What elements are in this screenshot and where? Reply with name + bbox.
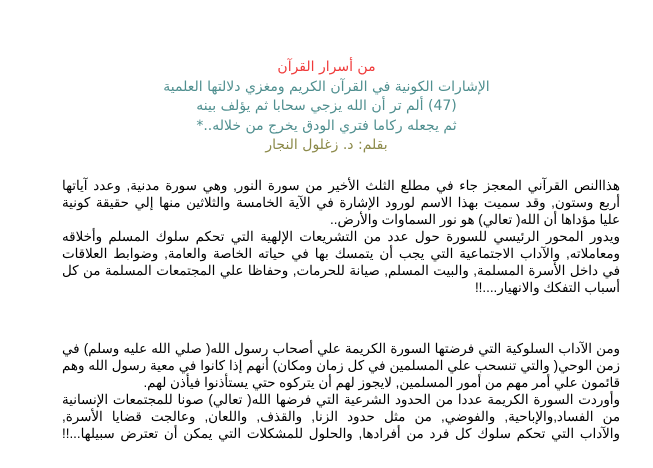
paragraph-2 xyxy=(62,340,620,442)
text-line: أسباب التفكك والانهيار....!! xyxy=(474,280,620,295)
text-line: هذاالنص القرآني المعجز جاء في مطلع الثلث الأخير من سورة النور, وهي سورة مدنية, وعدد آياتها xyxy=(62,178,620,193)
text-line: قائمون علي أمر مهم من أمور المسلمين, لايجوز لهم أن يتركوه حتي يستأذنوا فيأذن لهم. xyxy=(143,375,620,390)
article-header xyxy=(0,58,653,156)
paragraph-1 xyxy=(62,177,620,296)
text-line: عليا مؤداها أن الله( تعالي) هو نور السماوات والأرض.. xyxy=(330,212,620,227)
article-title: الإشارات الكونية في القرآن الكريم ومغزي دلالتها العلمية xyxy=(163,78,490,95)
text-line: ومن الآداب السلوكية التي فرضتها السورة الكريمة علي أصحاب رسول الله( صلي الله عليه وسلم) في xyxy=(62,341,620,356)
author-byline: بقلم: د. زغلول النجار xyxy=(265,137,388,153)
text-line: زمن الوحي( والتي تنسحب علي المسلمين في كل زمان ومكان) أنهم إذا كانوا في معية رسول الله وهم xyxy=(62,358,620,373)
text-line: وأوردت السورة الكريمة عددا من الحدود الشرعية التي فرضها الله( تعالي) صونا للمجتمعات الإنسانية xyxy=(62,392,620,407)
verse-line-2: ثم يجعله ركاما فتري الودق يخرج من خلاله..* xyxy=(196,117,457,134)
text-line: والآداب التي تحكم سلوك كل فرد من أفرادها, والحلول للمشكلات التي يمكن أن تعترض سبيلها...!! xyxy=(62,426,620,441)
text-line: ويدور المحور الرئيسي للسورة حول عدد من التشريعات الإلهية التي تحكم سلوك المسلم وأخلاقه xyxy=(62,229,620,244)
text-line: أربع وستون, وقد سميت بهذا الاسم لورود الإشارة في الآية الخامسة والثلاثين منها إلي حقيقة كونية xyxy=(62,195,620,210)
text-line: في داخل الأسرة المسلمة, والبيت المسلم, صيانة للحرمات, وحفاظا علي المجتمعات المسلمة من كل xyxy=(62,263,620,278)
verse-line-1: (47) ألم تر أن الله يزجي سحابا ثم يؤلف بينه xyxy=(196,98,457,114)
text-line: من الفساد,والإباحية, والفوضي, من مثل حدود الزنا, والقذف, واللعان, وعالجت قضايا الأسرة, xyxy=(62,409,620,424)
text-line: ومعاملاته, والآداب الاجتماعية التي يجب أن يتمسك بها في حياته الخاصة والعامة, وضوابط العلاقات xyxy=(62,246,620,261)
section-label: من أسرار القرآن xyxy=(277,59,376,75)
